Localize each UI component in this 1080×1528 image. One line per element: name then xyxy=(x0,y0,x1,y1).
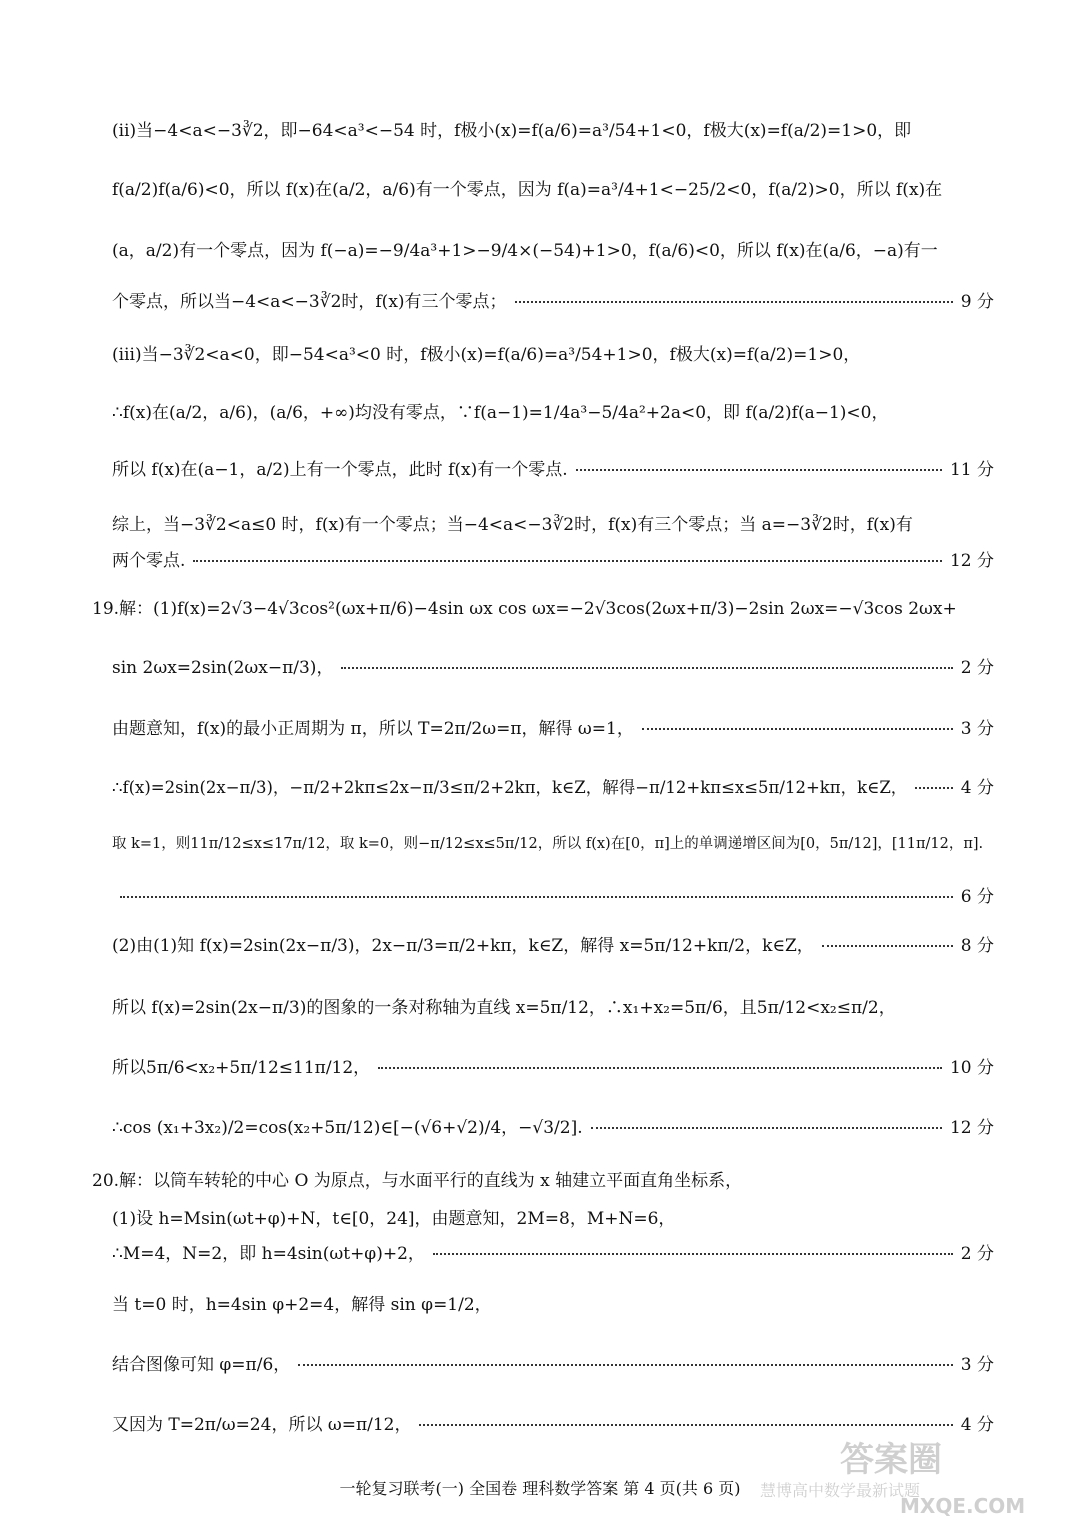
leader-dots xyxy=(298,1364,952,1366)
line-text: 19.解：(1)f(x)=2√3−4√3cos²(ωx+π/6)−4sin ωx cos ωx=−2√3cos(2ωx+π/3)−2sin 2ωx=−√3cos 2ωx+ xyxy=(92,599,957,619)
score-label: 3 分 xyxy=(960,719,994,739)
answer-line xyxy=(112,1204,994,1229)
answer-line xyxy=(112,1239,994,1264)
line-text: ∴cos (x₁+3x₂)/2=cos(x₂+5π/12)∈[−(√6+√2)/4，−√3/2]. xyxy=(112,1118,583,1138)
line-text: 所以 f(x)=2sin(2x−π/3)的图象的一条对称轴为直线 x=5π/12，∴x₁+x₂=5π/6，且5π/12<x₂≤π/2， xyxy=(112,998,896,1018)
leader-dots xyxy=(378,1067,942,1069)
score-label: 2 分 xyxy=(960,1244,994,1264)
answer-line xyxy=(112,714,994,739)
score-label: 4 分 xyxy=(960,1415,994,1435)
watermark-logo: 答案圈 xyxy=(840,1440,942,1480)
answer-line xyxy=(112,993,994,1018)
line-text: 结合图像可知 φ=π/6， xyxy=(112,1355,291,1375)
line-text: 当 t=0 时，h=4sin φ+2=4，解得 sin φ=1/2， xyxy=(112,1295,492,1315)
answer-line xyxy=(112,175,994,200)
leader-dots xyxy=(515,301,953,303)
line-text: 20.解：以筒车转轮的中心 O 为原点，与水面平行的直线为 x 轴建立平面直角坐标系， xyxy=(92,1171,743,1191)
answer-line xyxy=(112,1053,994,1078)
answer-line xyxy=(112,510,994,535)
leader-dots xyxy=(576,469,942,471)
score-label: 6 分 xyxy=(960,887,994,907)
watermark-site: MXQE.COM xyxy=(900,1494,1026,1518)
leader-dots xyxy=(591,1127,942,1129)
line-text: ∴f(x)=2sin(2x−π/3)，−π/2+2kπ≤2x−π/3≤π/2+2kπ，k∈Z，解得−π/12+kπ≤x≤5π/12+kπ，k∈Z， xyxy=(112,777,908,797)
answer-line xyxy=(92,594,994,619)
line-text: 所以5π/6<x₂+5π/12≤11π/12， xyxy=(112,1058,371,1078)
line-text: ∴f(x)在(a/2，a/6)，(a/6，+∞)均没有零点，∵f(a−1)=1/4a³−5/4a²+2a<0，即 f(a/2)f(a−1)<0， xyxy=(112,403,889,423)
answer-line xyxy=(112,1113,994,1138)
line-text: (a，a/2)有一个零点，因为 f(−a)=−9/4a³+1>−9/4×(−54)+1>0，f(a/6)<0，所以 f(x)在(a/6，−a)有一 xyxy=(112,241,938,261)
line-text: 由题意知，f(x)的最小正周期为 π，所以 T=2π/2ω=π，解得 ω=1， xyxy=(112,719,634,739)
line-text: (1)设 h=Msin(ωt+φ)+N，t∈[0，24]，由题意知，2M=8，M+N=6， xyxy=(112,1209,676,1229)
score-label: 8 分 xyxy=(960,936,994,956)
line-text: 综上，当−3∛2<a≤0 时，f(x)有一个零点；当−4<a<−3∛2时，f(x)有三个零点；当 a=−3∛2时，f(x)有 xyxy=(112,515,913,535)
answer-line xyxy=(92,1166,994,1191)
answer-line xyxy=(112,398,994,423)
leader-dots xyxy=(120,896,953,898)
line-text: ∴M=4，N=2，即 h=4sin(ωt+φ)+2， xyxy=(112,1244,425,1264)
score-label: 9 分 xyxy=(960,292,994,312)
score-label: 2 分 xyxy=(960,658,994,678)
line-text: 所以 f(x)在(a−1，a/2)上有一个零点，此时 f(x)有一个零点. xyxy=(112,460,568,480)
answer-line xyxy=(112,773,994,798)
line-text: 两个零点. xyxy=(112,551,186,571)
line-text: 个零点，所以当−4<a<−3∛2时，f(x)有三个零点； xyxy=(112,292,507,312)
answer-line xyxy=(112,882,994,907)
answer-line xyxy=(112,546,994,571)
answer-line xyxy=(112,340,994,365)
answer-line xyxy=(112,832,994,853)
leader-dots xyxy=(433,1253,953,1255)
answer-line xyxy=(112,287,994,312)
score-label: 12 分 xyxy=(949,551,994,571)
leader-dots xyxy=(193,560,942,562)
leader-dots xyxy=(341,667,952,669)
answer-line xyxy=(112,1350,994,1375)
score-label: 11 分 xyxy=(949,460,994,480)
score-label: 10 分 xyxy=(949,1058,994,1078)
line-text: sin 2ωx=2sin(2ωx−π/3)， xyxy=(112,658,334,678)
leader-dots xyxy=(419,1424,952,1426)
score-label: 3 分 xyxy=(960,1355,994,1375)
watermark xyxy=(760,1432,1060,1522)
watermark-text: 慧博高中数学最新试题 xyxy=(760,1481,921,1500)
page-footer: 一轮复习联考(一) 全国卷 理科数学答案 第 4 页(共 6 页) xyxy=(339,1479,741,1498)
line-text: 又因为 T=2π/ω=24，所以 ω=π/12， xyxy=(112,1415,412,1435)
answer-line xyxy=(112,1290,994,1315)
answer-line xyxy=(112,116,994,141)
line-text: (ⅲ)当−3∛2<a<0，即−54<a³<0 时，f极小(x)=f(a/6)=a³/54+1>0，f极大(x)=f(a/2)=1>0， xyxy=(112,345,861,365)
line-text: (ⅱ)当−4<a<−3∛2，即−64<a³<−54 时，f极小(x)=f(a/6)=a³/54+1<0，f极大(x)=f(a/2)=1>0，即 xyxy=(112,121,912,141)
line-text: 取 k=1，则11π/12≤x≤17π/12，取 k=0，则−π/12≤x≤5π/12，所以 f(x)在[0，π]上的单调递增区间为[0，5π/12]，[11π/12，π]. xyxy=(112,836,984,852)
answer-line xyxy=(112,455,994,480)
line-text: (2)由(1)知 f(x)=2sin(2x−π/3)，2x−π/3=π/2+kπ，k∈Z，解得 x=5π/12+kπ/2，k∈Z， xyxy=(112,936,814,956)
leader-dots xyxy=(822,945,953,947)
score-label: 12 分 xyxy=(949,1118,994,1138)
answer-line xyxy=(112,236,994,261)
answer-line xyxy=(112,653,994,678)
leader-dots xyxy=(642,728,953,730)
line-text: f(a/2)f(a/6)<0，所以 f(x)在(a/2，a/6)有一个零点，因为 f(a)=a³/4+1<−25/2<0，f(a/2)>0，所以 f(x)在 xyxy=(112,180,943,200)
score-label: 4 分 xyxy=(960,778,994,798)
answer-line xyxy=(112,931,994,956)
leader-dots xyxy=(915,787,952,789)
